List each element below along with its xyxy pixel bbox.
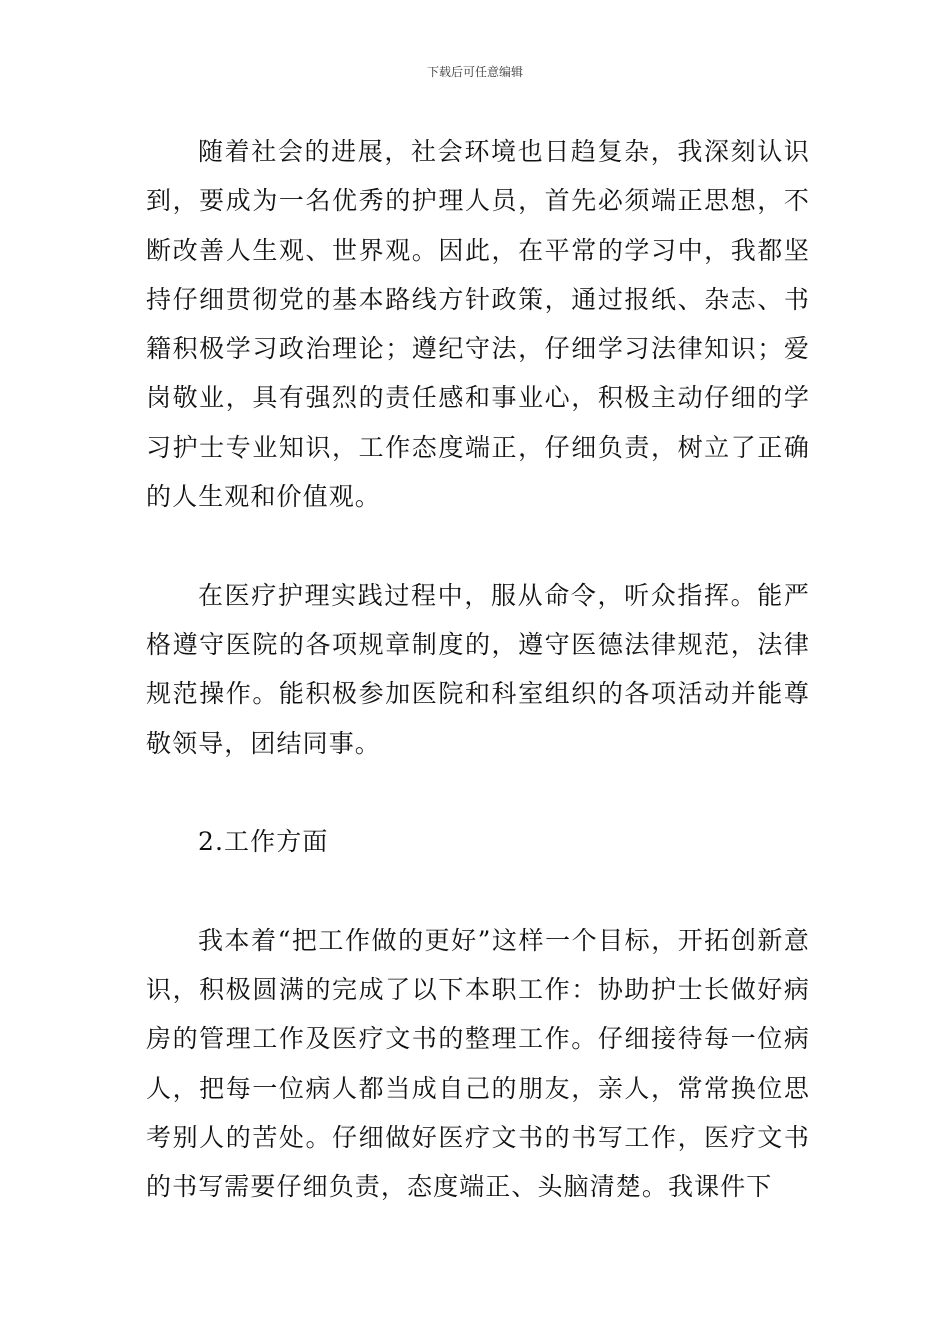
section-heading-work: 2.工作方面 bbox=[198, 827, 329, 857]
page-header: 下载后可任意编辑 bbox=[426, 65, 523, 79]
paragraph-practice: 在医疗护理实践过程中，服从命令，听众指挥。能严格遵守医院的各项规章制度的，遵守医德法律规范，法律规范操作。能积极参加医院和科室组织的各项活动并能尊敬领导，团结同事。 bbox=[146, 580, 810, 758]
paragraph-work: 我本着“把工作做的更好”这样一个目标，开拓创新意识，积极圆满的完成了以下本职工作：协助护士长做好病房的管理工作及医疗文书的整理工作。仔细接待每一位病人，把每一位病人都当成自己的朋友，亲人，常常换位思考别人的苦处。仔细做好医疗文书的书写工作，医疗文书的书写需要仔细负责，态度端正、头脑清楚。我课件下 bbox=[146, 925, 810, 1202]
paragraph-spacer bbox=[146, 521, 810, 570]
paragraph-spacer bbox=[146, 866, 810, 915]
paragraph-ideology: 随着社会的进展，社会环境也日趋复杂，我深刻认识到，要成为一名优秀的护理人员，首先必须端正思想，不断改善人生观、世界观。因此，在平常的学习中，我都坚持仔细贯彻党的基本路线方针政策，通过报纸、杂志、书籍积极学习政治理论；遵纪守法，仔细学习法律知识；爱岗敬业，具有强烈的责任感和事业心，积极主动仔细的学习护士专业知识，工作态度端正，仔细负责，树立了正确的人生观和价值观。 bbox=[146, 137, 810, 512]
paragraph-spacer bbox=[146, 768, 810, 817]
document-body bbox=[146, 127, 810, 1212]
